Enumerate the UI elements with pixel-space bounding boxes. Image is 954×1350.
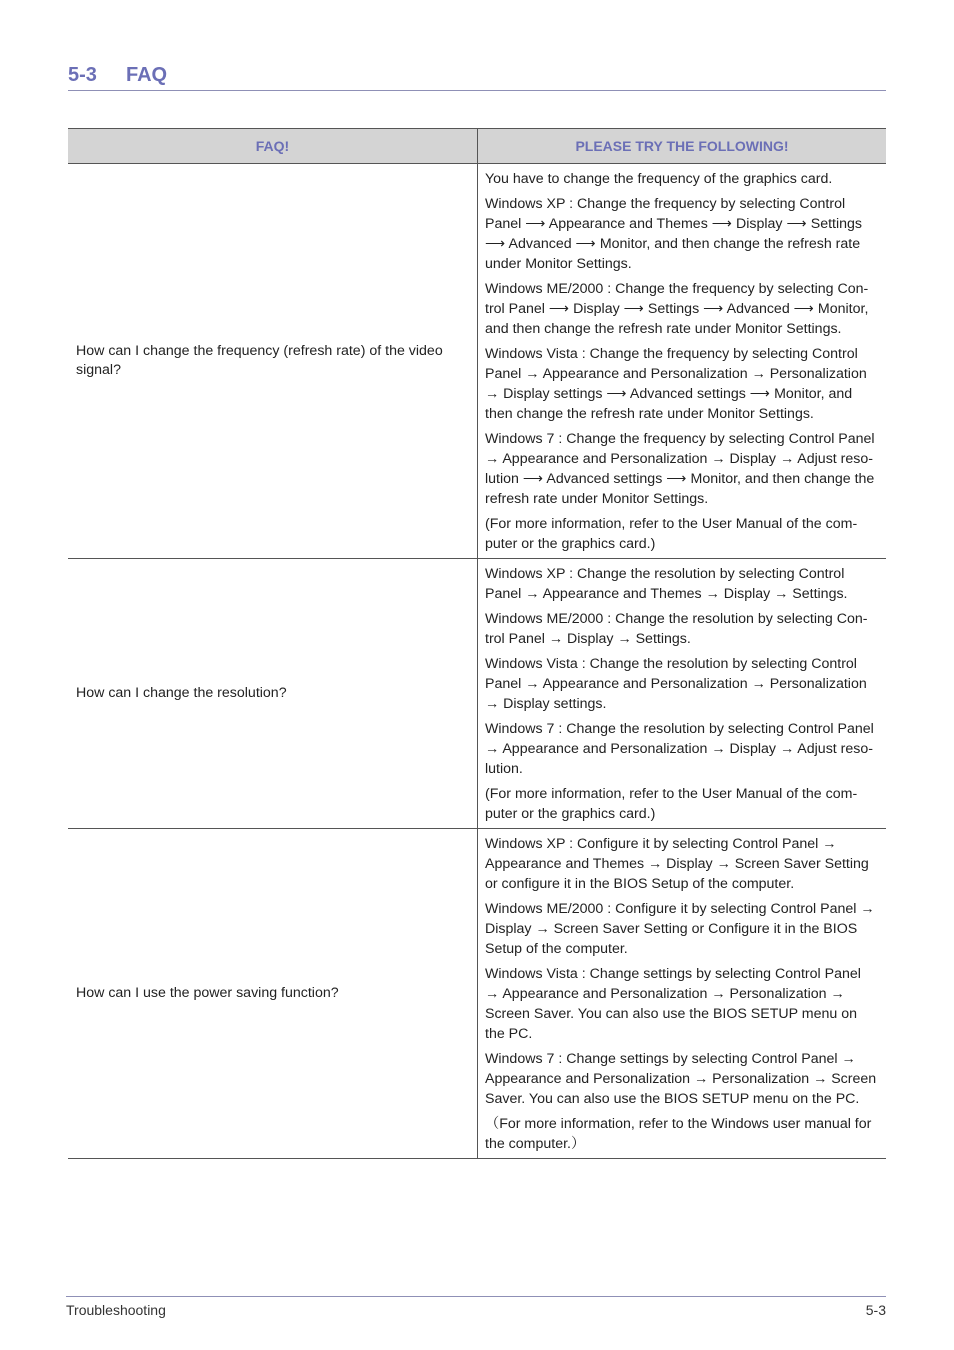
answer-paragraph: Windows 7 : Change the frequency by selecting Control Panel → Appearance and Personalization → Display → Adjust reso-lution ⟶ Advanced settings ⟶ Monitor, and then change the refresh rate under Monitor Settings. xyxy=(485,431,875,507)
answer-paragraph: (For more information, refer to the User Manual of the com-puter or the graphics card.) xyxy=(485,786,858,822)
answer-paragraph: Windows ME/2000 : Change the frequency by selecting Con-trol Panel ⟶ Display ⟶ Settings ⟶ Advanced ⟶ Monitor, and then change the refresh rate under Monitor Settings. xyxy=(485,281,869,337)
answer-paragraph: Windows Vista : Change the resolution by selecting Control Panel → Appearance and Personalization → Personalization → Display settings. xyxy=(485,656,867,712)
answer-column-header: PLEASE TRY THE FOLLOWING! xyxy=(478,129,887,164)
section-number: 5-3 xyxy=(68,64,97,86)
faq-question: How can I change the resolution? xyxy=(68,559,478,829)
page-footer xyxy=(66,1296,886,1318)
page-title xyxy=(68,62,886,91)
answer-paragraph: Windows XP : Change the resolution by selecting Control Panel → Appearance and Themes → Display → Settings. xyxy=(485,566,848,602)
faq-answer xyxy=(478,829,887,1159)
answer-paragraph: Windows ME/2000 : Configure it by selecting Control Panel → Display → Screen Saver Setting or Configure it in the BIOS Setup of the computer. xyxy=(485,901,875,957)
answer-paragraph: Windows XP : Configure it by selecting Control Panel → Appearance and Themes → Display → Screen Saver Setting or configure it in the BIOS Setup of the computer. xyxy=(485,836,869,892)
answer-paragraph: Windows 7 : Change settings by selecting Control Panel → Appearance and Personalization → Personalization → Screen Saver. You can also use the BIOS SETUP menu on the PC. xyxy=(485,1051,877,1107)
faq-answer xyxy=(478,559,887,829)
faq-question: How can I change the frequency (refresh rate) of the video signal? xyxy=(68,164,478,559)
section-title: FAQ xyxy=(126,64,168,86)
table-row xyxy=(68,829,886,1159)
faq-question: How can I use the power saving function? xyxy=(68,829,478,1159)
answer-paragraph: Windows ME/2000 : Change the resolution by selecting Con-trol Panel → Display → Settings. xyxy=(485,611,868,647)
answer-paragraph: (For more information, refer to the User Manual of the com-puter or the graphics card.) xyxy=(485,516,858,552)
answer-paragraph: （For more information, refer to the Windows user manual for the computer.） xyxy=(485,1116,872,1152)
page-number: 5-3 xyxy=(865,1302,886,1318)
footer-chapter: Troubleshooting xyxy=(66,1302,166,1318)
faq-table-header xyxy=(68,129,886,164)
faq-table xyxy=(68,128,886,1159)
answer-paragraph: Windows 7 : Change the resolution by selecting Control Panel → Appearance and Personalization → Display → Adjust reso-lution. xyxy=(485,721,874,777)
answer-paragraph: Windows XP : Change the frequency by selecting Control Panel ⟶ Appearance and Themes ⟶ Display ⟶ Settings ⟶ Advanced ⟶ Monitor, and then change the refresh rate under Monitor Settings. xyxy=(485,196,863,272)
answer-paragraph: Windows Vista : Change the frequency by selecting Control Panel → Appearance and Personalization → Personalization → Display settings ⟶ Advanced settings ⟶ Monitor, and then change the refresh rate under Monitor Settings. xyxy=(485,346,867,422)
table-row xyxy=(68,164,886,559)
faq-column-header: FAQ! xyxy=(68,129,478,164)
answer-paragraph: Windows Vista : Change settings by selecting Control Panel → Appearance and Personalization → Personalization → Screen Saver. You can also use the BIOS SETUP menu on the PC. xyxy=(485,966,861,1042)
answer-paragraph: You have to change the frequency of the graphics card. xyxy=(485,171,833,187)
table-row xyxy=(68,559,886,829)
faq-answer xyxy=(478,164,887,559)
